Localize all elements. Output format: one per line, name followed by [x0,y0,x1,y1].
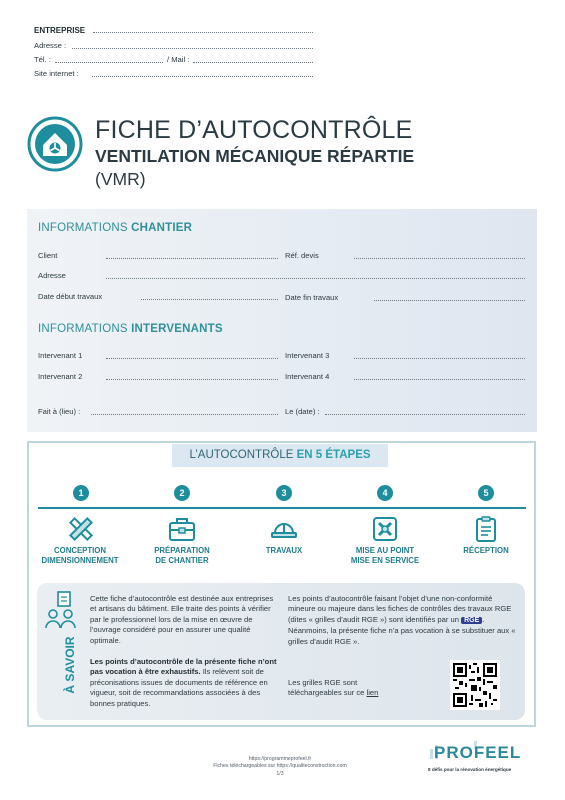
wrench-screwdriver-icon [370,514,400,544]
info-panel [27,209,537,432]
toolbox-icon [167,514,197,544]
ref-devis-field[interactable] [354,258,525,259]
date-debut-label: Date début travaux [38,292,103,301]
date-fin-label: Date fin travaux [285,293,339,302]
home-ventilation-icon [27,116,83,172]
intervenants-section-title: INFORMATIONS INTERVENANTS [38,323,223,335]
ref-devis-label: Réf. devis [285,251,319,260]
fait-a-label: Fait à (lieu) : [38,407,81,416]
page-number: 1/3 [276,771,284,777]
step-5-label: RÉCEPTION [463,546,509,555]
clipboard-check-icon [471,514,501,544]
savoir-intro-paragraph: Cette fiche d’autocontrôle est destinée aux entreprises et artisans du bâtiment. Elle traite des points à vérifier par le professionnel lors de la mise en œuvre de l’ouvrage considéré pour en assurer une qualité optimale. [90,594,274,645]
company-address-label: Adresse : [34,41,67,50]
footer-website[interactable]: https://programmeprofeel.fr [248,756,312,762]
step-4-number: 4 [377,485,393,501]
company-address-line[interactable] [72,48,313,49]
intervenant-1-field[interactable] [106,358,278,359]
date-fin-field[interactable] [374,300,525,301]
company-title: ENTREPRISE [34,26,86,35]
adresse-field[interactable] [106,278,525,279]
qr-code[interactable] [450,660,500,710]
intervenant-1-label: Intervenant 1 [38,351,83,360]
adresse-label: Adresse [38,271,66,280]
hard-hat-icon [269,514,299,544]
steps-heading: L’AUTOCONTRÔLE EN 5 ÉTAPES [172,444,388,467]
profeel-tagline: 8 défis pour la rénovation énergétique [428,767,512,772]
fait-a-field[interactable] [91,414,278,415]
profeel-logo [428,737,528,785]
chantier-section-title: INFORMATIONS CHANTIER [38,222,193,234]
savoir-link-paragraph: Les grilles RGE sont téléchargeables sur ce lien [288,678,379,698]
intervenant-2-field[interactable] [106,379,278,380]
step-4-label: MISE AU POINT MISE EN SERVICE [350,546,420,565]
le-date-field[interactable] [325,414,525,415]
client-label: Client [38,251,58,260]
step-1-label: CONCEPTION DIMENSIONNEMENT [41,546,119,565]
intervenant-4-field[interactable] [354,379,525,380]
rge-badge: RGE [461,617,482,624]
savoir-scope-paragraph: Les points d’autocontrôle de la présente fiche n’ont pas vocation à être exhaustifs. Ils relèvent soit de préconisations issues de documents de référence en vigueur, soit de recommandations associées à des bonnes pratiques. [90,657,277,708]
step-5-number: 5 [478,485,494,501]
people-document-icon [44,590,78,630]
step-2-label: PRÉPARATION DE CHANTIER [154,546,210,565]
intervenant-4-label: Intervenant 4 [285,372,330,381]
step-3-label: TRAVAUX [265,546,303,555]
step-2-number: 2 [174,485,190,501]
page-subtitle: VENTILATION MÉCANIQUE RÉPARTIE [95,146,415,166]
steps-timeline [38,507,526,509]
step-1-number: 1 [73,485,89,501]
intervenant-3-field[interactable] [354,358,525,359]
company-mail-label: / Mail : [167,55,190,64]
company-phone-label: Tél. : [34,55,51,64]
profeel-logo-text: PROFEEL [434,743,522,762]
company-mail-line[interactable] [193,62,313,63]
page-title: FICHE D’AUTOCONTRÔLE [95,116,413,144]
company-website-line[interactable] [92,76,313,77]
date-debut-field[interactable] [141,299,278,300]
page-subtitle-acronym: (VMR) [95,169,146,189]
intervenant-3-label: Intervenant 3 [285,351,330,360]
intervenant-2-label: Intervenant 2 [38,372,83,381]
step-3-number: 3 [276,485,292,501]
le-date-label: Le (date) : [285,407,320,416]
pencil-ruler-icon [66,514,96,544]
a-savoir-label: À SAVOIR [63,636,77,694]
savoir-rge-paragraph: Les points d’autocontrôle faisant l’objet d’une non-conformité mineure ou majeure dans les fiches de contrôles des travaux RGE (dites « grilles d’audit RGE ») sont identifiés par un RGE . Néanmoins, la présente fiche n’a pas vocation à se substituer aux « grilles d’audit RGE ». [288,594,516,646]
company-website-label: Site internet : [34,69,79,78]
rge-grids-link[interactable]: lien [366,688,379,698]
company-name-line[interactable] [93,32,313,33]
footer-downloads[interactable]: Fiches téléchargeables sur https://qualiteconstruction.com [213,763,347,769]
client-field[interactable] [106,258,278,259]
company-phone-line[interactable] [55,62,163,63]
